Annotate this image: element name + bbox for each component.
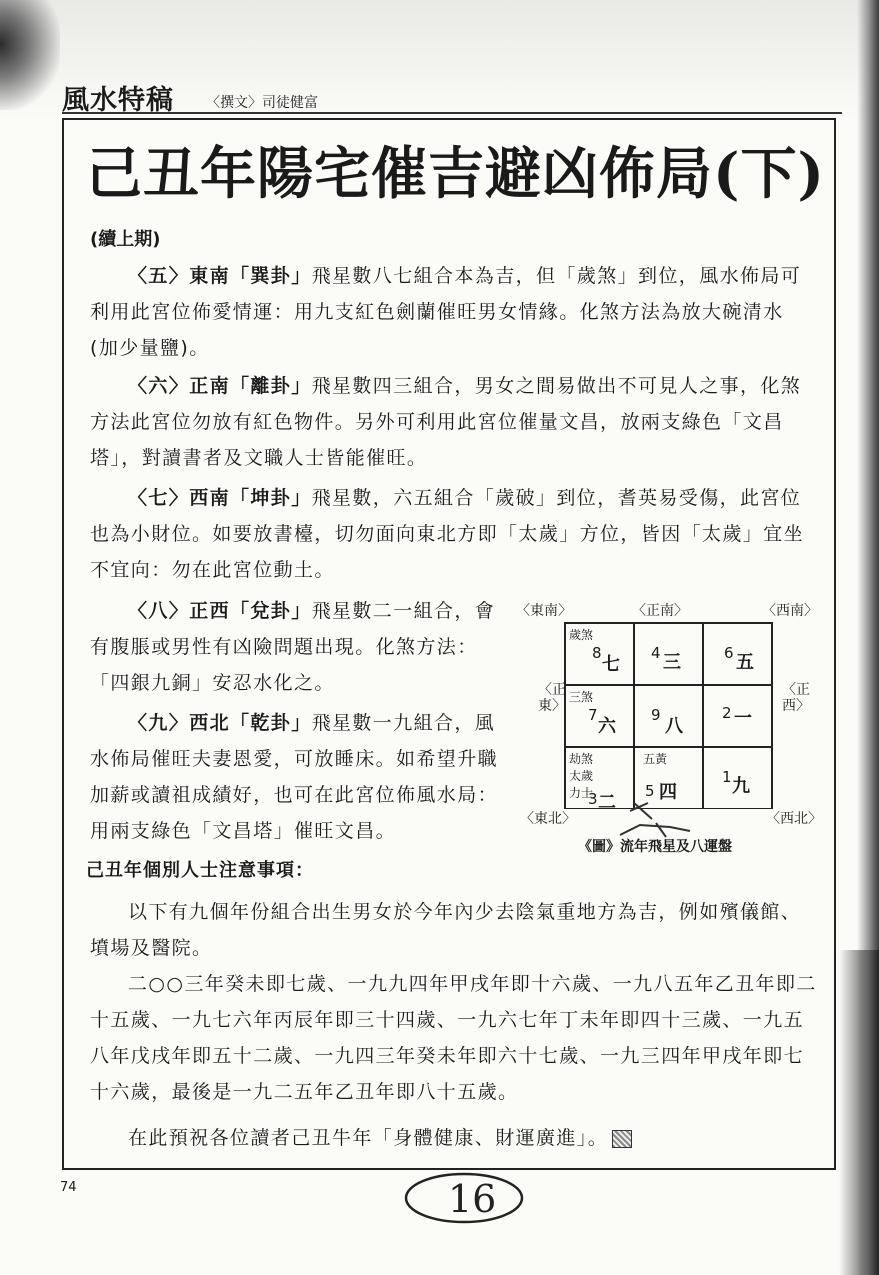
paragraph-text: 飛星數二一組合，會有腹脹或男性有凶險問題出現。化煞方法：「四銀九銅」安忍水化之。 bbox=[90, 600, 496, 694]
paragraph-text: 飛星數，六五組合「歲破」到位，耆英易受傷，此宮位也為小財位。如要放書檯，切勿面向東北方即「太歲」方位，皆因「太歲」宜坐不宜向：勿在此宮位動土。 bbox=[90, 487, 805, 581]
palace-star: 五 bbox=[736, 652, 754, 673]
palace-west bbox=[703, 685, 772, 747]
scan-shadow-left bbox=[0, 0, 60, 110]
paragraph-south bbox=[90, 368, 820, 476]
direction-west: 〈正西〉 bbox=[782, 682, 810, 714]
palace-tag: 劫煞 太歲 力士 bbox=[569, 752, 594, 800]
palace-period-number: 9 bbox=[651, 706, 661, 724]
palace-star: 二 bbox=[598, 792, 616, 813]
palace-tag: 歲煞 bbox=[569, 628, 594, 642]
palace-period-number: 1 bbox=[722, 768, 732, 786]
direction-south: 〈正南〉 bbox=[632, 603, 688, 619]
palace-star: 一 bbox=[734, 708, 752, 729]
handwritten-number-text: 16 bbox=[448, 1177, 497, 1221]
end-mark-icon bbox=[612, 1130, 632, 1148]
handwritten-circled-number bbox=[402, 1168, 524, 1228]
palace-period-number: 6 bbox=[724, 644, 734, 662]
palace-south bbox=[634, 623, 703, 685]
palace-southeast bbox=[565, 623, 634, 685]
section-heading: 己丑年個別人士注意事項： bbox=[86, 860, 314, 881]
column-title: 風水特稿 bbox=[62, 85, 174, 116]
page-number: 74 bbox=[60, 1180, 77, 1195]
pen-scribble-mark bbox=[600, 801, 720, 841]
palace-period-number: 2 bbox=[722, 704, 732, 722]
byline: 〈撰文〉司徒健富 bbox=[206, 95, 318, 111]
palace-period-number: 5 bbox=[645, 782, 655, 800]
note-paragraph: 二○○三年癸未即七歲、一九九四年甲戌年即十六歲、一九八五年乙丑年即二十五歲、一九七六年丙辰年即三十四歲、一九六七年丁未年即四十三歲、一九五八年戊戌年即五十二歲、一九四三年癸未年即六十七歲、一九三四年甲戌年即七十六歲，最後是一九二五年乙丑年即八十五歲。 bbox=[90, 973, 817, 1103]
continued-label: (續上期) bbox=[90, 229, 161, 250]
paragraph-text: 飛星數一九組合，風水佈局催旺夫妻恩愛，可放睡床。如希望升職加薪或讀祖成績好，也可在此宮位佈風水局：用兩支綠色「文昌塔」催旺文昌。 bbox=[90, 712, 499, 842]
palace-northeast bbox=[565, 747, 634, 813]
direction-southwest: 〈西南〉 bbox=[762, 603, 818, 619]
palace-star: 六 bbox=[598, 716, 616, 737]
paragraph-west bbox=[90, 593, 502, 701]
paragraph-head: 〈九〉西北「乾卦」 bbox=[128, 712, 312, 734]
direction-northeast: 〈東北〉 bbox=[520, 811, 576, 827]
palace-period-number: 7 bbox=[588, 706, 598, 724]
paragraph-head: 〈七〉西南「坤卦」 bbox=[128, 487, 312, 509]
header-rule bbox=[62, 72, 842, 114]
direction-southeast: 〈東南〉 bbox=[516, 603, 572, 619]
palace-center bbox=[634, 685, 703, 747]
paragraph-southwest bbox=[90, 480, 820, 588]
paragraph-head: 〈五〉東南「巽卦」 bbox=[128, 265, 312, 287]
palace-period-number: 3 bbox=[588, 790, 598, 808]
article-title: 己丑年陽宅催吉避凶佈局(下) bbox=[86, 141, 825, 207]
palace-southwest bbox=[703, 623, 772, 685]
direction-northwest: 〈西北〉 bbox=[766, 811, 822, 827]
palace-star: 七 bbox=[602, 654, 620, 675]
palace-period-number: 4 bbox=[651, 644, 661, 662]
palace-east bbox=[565, 685, 634, 747]
palace-period-number: 8 bbox=[592, 644, 602, 662]
palace-star: 四 bbox=[659, 782, 677, 803]
palace-tag: 三煞 bbox=[569, 690, 594, 704]
scan-shadow-right-lower bbox=[839, 950, 879, 1275]
closing-text: 在此預祝各位讀者己丑牛年「身體健康、財運廣進」。 bbox=[128, 1127, 609, 1149]
palace-star: 三 bbox=[663, 652, 681, 673]
note-paragraph: 以下有九個年份組合出生男女於今年內少去陰氣重地方為吉，例如殯儀館、墳場及醫院。 bbox=[90, 901, 802, 959]
palace-star: 八 bbox=[665, 716, 683, 737]
palace-tag: 五黃 bbox=[643, 752, 668, 766]
flying-star-diagram bbox=[516, 596, 822, 858]
paragraph-southeast bbox=[90, 258, 820, 366]
palace-star: 九 bbox=[732, 776, 750, 797]
paragraph-head: 〈六〉正南「離卦」 bbox=[128, 375, 312, 397]
paragraph-head: 〈八〉正西「兌卦」 bbox=[128, 600, 312, 622]
paragraph-text: 飛星數八七組合本為吉，但「歲煞」到位，風水佈局可利用此宮位佈愛情運：用九支紅色劍蘭催旺男女情緣。化煞方法為放大碗清水 (加少量鹽)。 bbox=[90, 265, 802, 359]
paragraph-text: 飛星數四三組合，男女之間易做出不可見人之事，化煞方法此宮位勿放有紅色物件。另外可利用此宮位催量文昌，放兩支綠色「文昌塔」，對讀書者及文職人士皆能催旺。 bbox=[90, 375, 802, 469]
palace-north bbox=[634, 747, 703, 809]
palace-northwest bbox=[703, 747, 772, 809]
direction-east: 〈正東〉 bbox=[538, 682, 566, 714]
paragraph-northwest bbox=[90, 705, 502, 849]
diagram-caption: 《圖》流年飛星及八運盤 bbox=[578, 839, 732, 855]
nine-palace-grid bbox=[564, 622, 773, 813]
closing-paragraph bbox=[90, 1120, 820, 1156]
